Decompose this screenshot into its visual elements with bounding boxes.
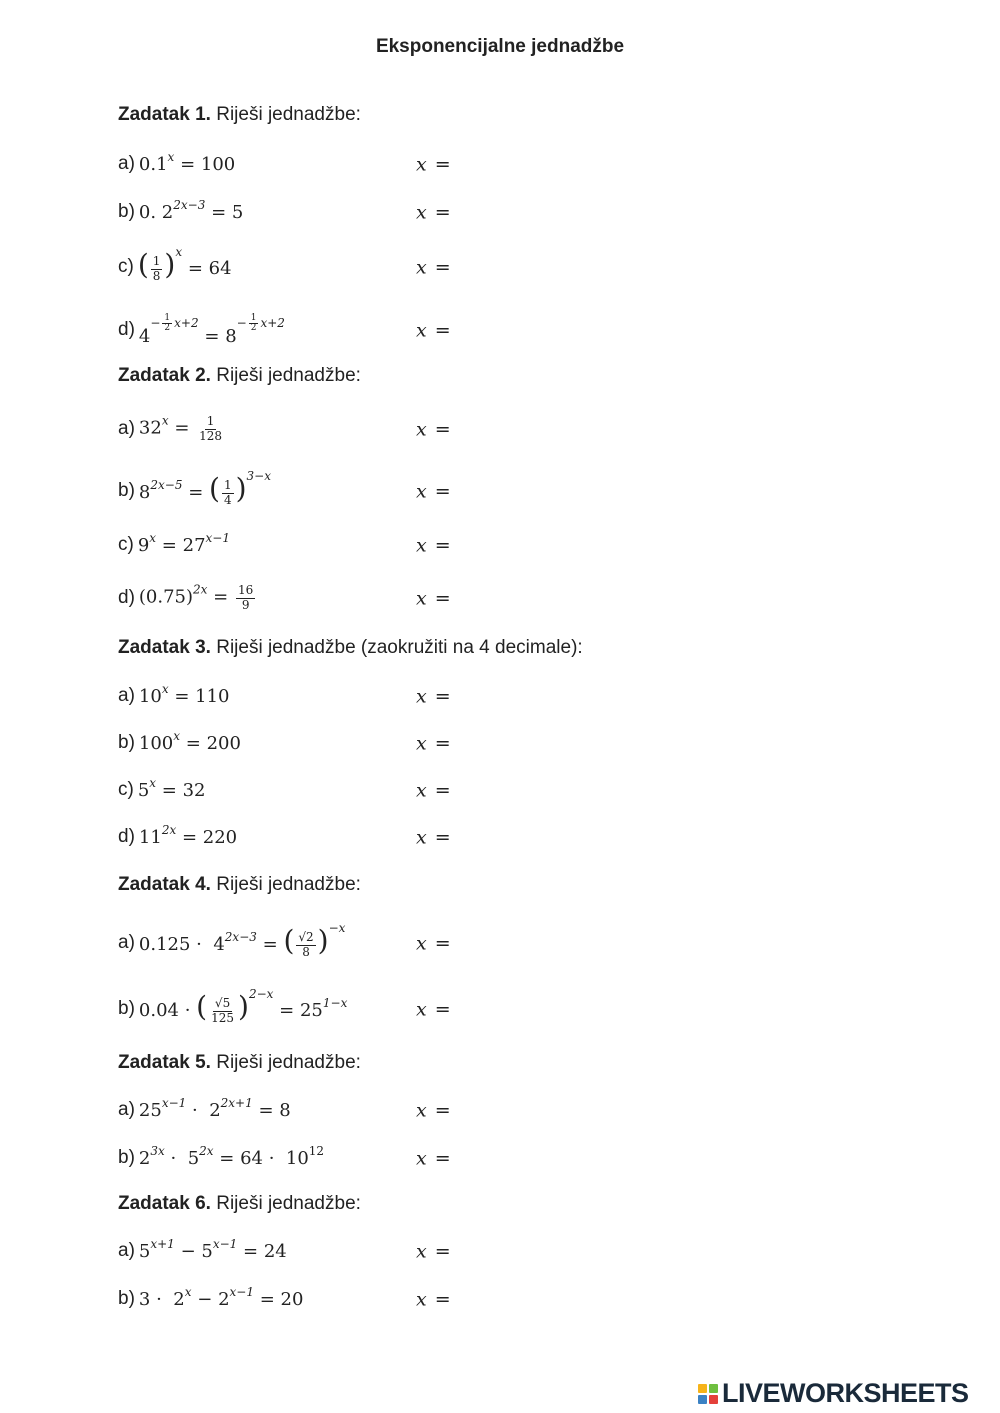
answer-input-5a[interactable] [459, 1098, 593, 1123]
task-2a: a) 32$^x$ = $\frac{1}{128}$ x = [118, 408, 638, 450]
task-4b: b) 0.04 · ( $\frac{√5}{125}$ )$^{2-x} = 25^{1-x}$ x = [118, 984, 638, 1034]
answer-input-6b[interactable] [459, 1287, 593, 1312]
task-4a: a) $0.125 \cdot 4^{2x-3}$ = ( $\frac{√2}{8}$ )$^{-x}$ x = [118, 918, 638, 968]
answer-input-1b[interactable] [459, 200, 593, 225]
section-heading-5: Zadatak 5. Riješi jednadžbe: [118, 1052, 361, 1073]
answer-input-5b[interactable] [459, 1146, 593, 1171]
liveworksheets-logo: LIVEWORKSHEETS [698, 1378, 969, 1409]
task-3a: a) 10$^x$ = 110 x = [118, 682, 638, 710]
answer-input-2c[interactable] [459, 533, 593, 558]
section-heading-4: Zadatak 4. Riješi jednadžbe: [118, 874, 361, 895]
task-1b: b) 0. $2^{2x-3} = 5$ x = [118, 198, 638, 226]
answer-input-4a[interactable] [459, 931, 593, 956]
task-3d: d) $11^{2x} = 220$ x = [118, 823, 638, 851]
task-1d: d) $4^{- \frac{1}{2} x+2} = 8^{- \frac{1}{2} x+2}$ x = [118, 308, 638, 352]
task-5a: a) $25^{x-1} \cdot 2^{2x+1} = 8$ x = [118, 1096, 638, 1124]
answer-input-4b[interactable] [459, 997, 593, 1022]
task-3b: b) 100$^x$ = 200 x = [118, 729, 638, 757]
page-title: Eksponencijalne jednadžbe [375, 36, 625, 57]
section-heading-1: Zadatak 1. Riješi jednadžbe: [118, 104, 361, 125]
answer-input-1a[interactable] [459, 152, 593, 177]
task-3c: c) 5$^x$ = 32 x = [118, 776, 638, 804]
task-2d: d) $(0.75)^{2x}$ = $\frac{16}{9}$ x = [118, 577, 638, 619]
answer-input-1c[interactable] [459, 255, 593, 280]
task-6a: a) $5^{x+1} - 5^{x-1} = 24$ x = [118, 1237, 638, 1265]
answer-input-1d[interactable] [459, 318, 593, 343]
answer-input-3b[interactable] [459, 731, 593, 756]
task-2b: b) $8^{2x-5}$ = ( $\frac{1}{4}$ )$^{3-x}$ x = [118, 468, 638, 514]
answer-input-6a[interactable] [459, 1239, 593, 1264]
task-1c: c) ( $\frac{1}{8}$ )$^x$ = 64 x = [118, 244, 638, 290]
answer-input-2a[interactable] [459, 417, 593, 442]
task-6b: b) $3 \cdot 2^x - 2^{x-1} = 20$ x = [118, 1285, 638, 1313]
task-5b: b) $2^{3x} \cdot 5^{2x} = 64 \cdot 10^{12}$ x = [118, 1144, 638, 1172]
answer-input-3d[interactable] [459, 825, 593, 850]
task-1a: a) 0.1$^x$ = 100 x = [118, 150, 638, 178]
task-2c: c) $9^x = 27^{x-1}$ x = [118, 531, 638, 559]
liveworksheets-mark-icon [698, 1384, 718, 1404]
section-heading-3: Zadatak 3. Riješi jednadžbe (zaokružiti na 4 decimale): [118, 637, 583, 658]
section-heading-6: Zadatak 6. Riješi jednadžbe: [118, 1193, 361, 1214]
section-heading-2: Zadatak 2. Riješi jednadžbe: [118, 365, 361, 386]
answer-input-3c[interactable] [459, 778, 593, 803]
answer-input-2b[interactable] [459, 479, 593, 504]
answer-input-3a[interactable] [459, 684, 593, 709]
answer-input-2d[interactable] [459, 586, 593, 611]
